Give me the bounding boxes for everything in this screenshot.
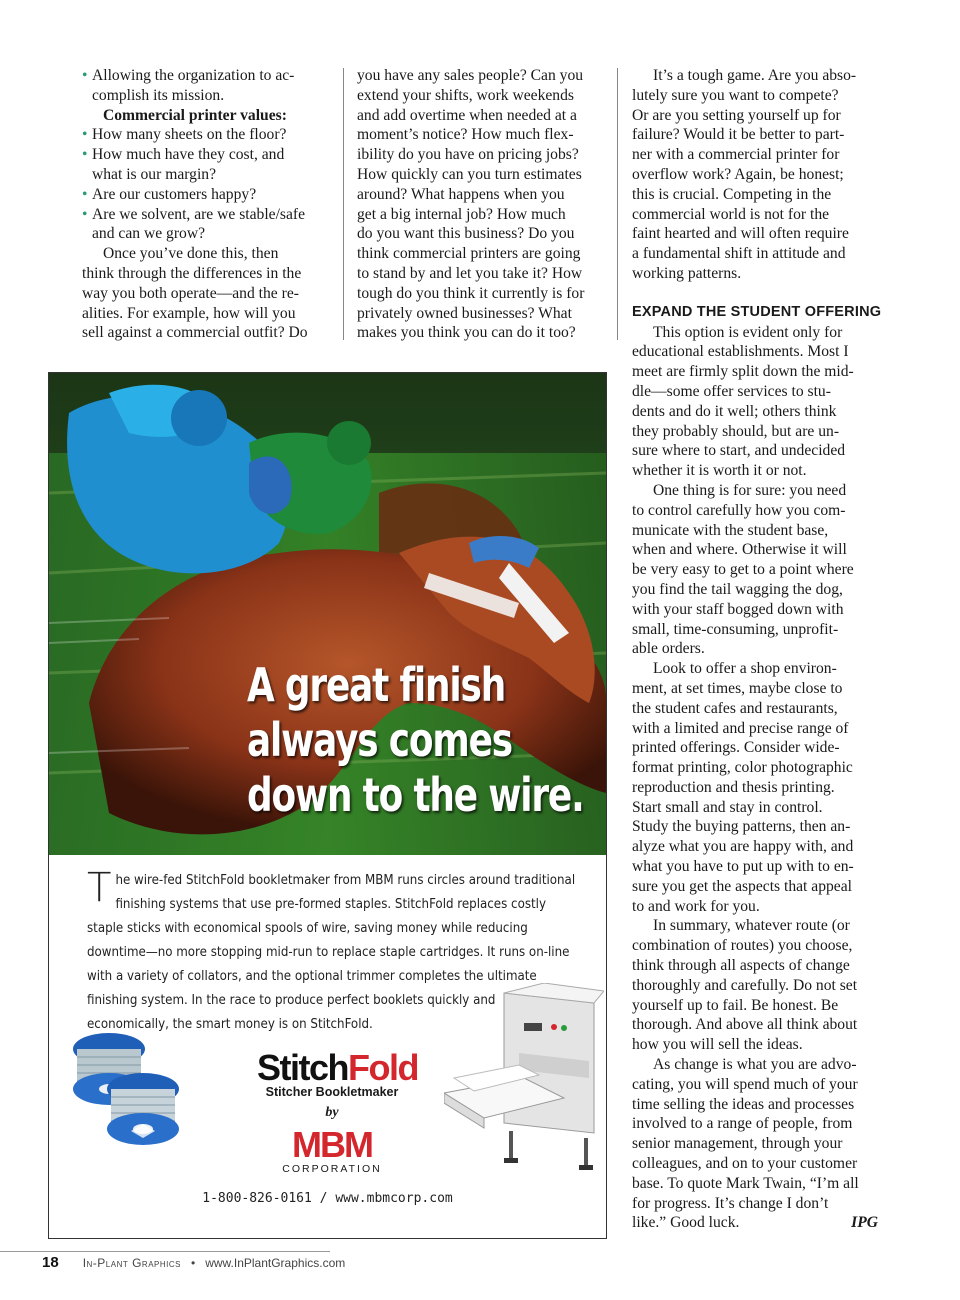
text-line: yourself up to fail. Be honest. Be (632, 996, 839, 1014)
text-line: to and work for you. (632, 897, 760, 915)
mbm-logo: MBM (292, 1124, 372, 1165)
paragraph (632, 916, 882, 1055)
text-line: around? What happens when you (357, 185, 565, 203)
text-line: do you want this business? Do you (357, 225, 575, 243)
text-line: senior management, through your (632, 1135, 843, 1153)
text-line: makes you think you can do it too? (357, 324, 576, 342)
text-line: lutely sure you want to compete? (632, 86, 839, 104)
text-line: what you have to put up with to en- (632, 858, 854, 876)
text-line: small, time-consuming, unprofit- (632, 620, 839, 638)
text-line: This option is evident only for (653, 323, 843, 341)
closing-line: like.” Good luck. IPG (632, 1214, 878, 1232)
signature: IPG (851, 1214, 878, 1232)
advertisement (48, 372, 607, 1239)
text-line: extend your shifts, work weekends (357, 86, 574, 104)
text-line: dle—some offer services to stu- (632, 382, 831, 400)
text-line: a fundamental shift in attitude and (632, 245, 846, 263)
bookletmaker-machine-image (444, 983, 604, 1173)
text-line: the student cafes and restaurants, (632, 699, 838, 717)
text-line: cating, you will spend much of your (632, 1075, 858, 1093)
wire-spools-image (67, 1025, 197, 1155)
text-line: you find the tail wagging the dog, (632, 580, 843, 598)
website-url: www.InPlantGraphics.com (205, 1256, 346, 1270)
text-line: thorough. And above all think about (632, 1016, 858, 1034)
ad-photo-horse-race (49, 373, 606, 855)
ad-headline: A great finish always comes down to the wire. (247, 658, 584, 822)
text-line: to stand by and let you take it? How (357, 264, 583, 282)
text-line: In summary, whatever route (or (653, 917, 850, 935)
text-line: you have any sales people? Can you (357, 67, 584, 84)
text-line: ment, at set times, maybe close to (632, 679, 843, 697)
text-line: when and where. Otherwise it will (632, 541, 847, 559)
text-line: alyze what you are happy with, and (632, 838, 854, 856)
bullet-item: • How much have they cost, and what is our margin? (82, 146, 285, 183)
section-heading: EXPAND THE STUDENT OFFERING (632, 303, 882, 320)
paragraph: Once you’ve done this, then think through the differences in the way you both operate—and the re- alities. For example, how will you sell against a commercial outfit? Do (82, 245, 308, 342)
subheading: Commercial printer values: (103, 106, 287, 124)
corporation-label: CORPORATION (282, 1163, 382, 1175)
publication-name: In-Plant Graphics (82, 1256, 181, 1270)
drop-cap: T (87, 865, 112, 911)
text-line: Look to offer a shop environ- (653, 660, 837, 678)
text-line: faint hearted and will often require (632, 225, 849, 243)
text-line: dents and do it well; others think (632, 402, 837, 420)
text-line: colleagues, and on to your customer (632, 1155, 858, 1173)
bullet-icon: • (82, 126, 88, 144)
text-line: able orders. (632, 640, 705, 658)
text-line: tough do you think it currently is for (357, 284, 585, 302)
text-line: for progress. It’s change I don’t (632, 1194, 829, 1212)
text-line: whether it is worth it or not. (632, 462, 807, 480)
text-line: It’s a tough game. Are you abso- (653, 67, 857, 84)
bullet-icon: • (82, 205, 88, 223)
text-line: sure where to start, and undecided (632, 442, 846, 460)
page-footer (42, 1254, 345, 1271)
text-line: with your staff bogged down with (632, 600, 844, 618)
column-3 (632, 66, 882, 1233)
text-line: printed offerings. Consider wide- (632, 739, 840, 757)
text-line: Start small and stay in control. (632, 798, 823, 816)
text-line: base. To quote Mark Twain, “I’m all (632, 1174, 859, 1192)
by-label: by (325, 1105, 339, 1120)
footer-rule (0, 1251, 330, 1252)
text-line: municate with the student base, (632, 521, 829, 539)
text-line: One thing is for sure: you need (653, 481, 847, 499)
text-line: Study the buying patterns, then an- (632, 818, 851, 836)
stitchfold-logo: StitchFold (257, 1047, 418, 1088)
text-line: be very easy to get to a point where (632, 561, 854, 579)
paragraph (632, 323, 882, 481)
text-line: educational establishments. Most I (632, 343, 849, 361)
bullet-icon: • (82, 67, 88, 84)
text-line: and add overtime when needed at a (357, 106, 577, 124)
text-line: moment’s notice? How much flex- (357, 126, 574, 144)
bullet-item: • How many sheets on the floor? (82, 126, 287, 144)
text-line: commercial world is not for the (632, 205, 830, 223)
bullet-icon: • (82, 146, 88, 164)
text-line: with a limited and precise range of (632, 719, 849, 737)
text-line: reproduction and thesis printing. (632, 778, 835, 796)
text-line: failure? Would it be better to part- (632, 126, 845, 144)
text-line: get a big internal job? How much (357, 205, 566, 223)
paragraph (632, 481, 882, 659)
text-line: working patterns. (632, 264, 742, 282)
column-2 (357, 66, 609, 343)
text-line: combination of routes) you choose, (632, 937, 853, 955)
text-line: Or are you setting yourself up for (632, 106, 841, 124)
ad-contact-line: 1-800-826-0161 / www.mbmcorp.com (202, 1191, 453, 1206)
text-line: sure you get the aspects that appeal (632, 877, 852, 895)
text-line: meet are firmly split down the mid- (632, 363, 854, 381)
page-number: 18 (42, 1254, 59, 1271)
text-line: ner with a commercial printer for (632, 146, 840, 164)
bullet-item: • Allowing the organization to ac- complish its mission. (82, 67, 295, 104)
ad-body-copy: The wire-fed StitchFold bookletmaker from MBM runs circles around traditional finishing systems that use pre-formed staples. StitchFold replaces costly staple sticks with economical spools of wire, saving money while reducing downtime—no more stopping mid-run to replace staple cartridges. It runs on-line with a variety of collators, and the optional trimmer completes the ultimate finishing system. In the race to produce perfect booklets quickly and economically, the smart money is on StitchFold. (87, 865, 576, 1032)
text-line: to control carefully how you com- (632, 501, 846, 519)
text-line: privately owned businesses? What (357, 304, 572, 322)
separator-bullet: • (190, 1256, 196, 1270)
paragraph (632, 1055, 882, 1213)
text-line: time selling the ideas and processes (632, 1095, 855, 1113)
text-line: involved to a range of people, from (632, 1115, 853, 1133)
text-line: As change is what you are advo- (653, 1056, 857, 1074)
text-line: format printing, color photographic (632, 759, 853, 777)
column-divider (617, 68, 618, 340)
logo-subtitle: Stitcher Bookletmaker (265, 1085, 399, 1099)
text-line: think through all aspects of change (632, 957, 850, 975)
text-line: ibility do you have on pricing jobs? (357, 146, 579, 164)
text-line: they probably should, but are un- (632, 422, 840, 440)
column-1 (82, 66, 332, 343)
ad-brand-block (257, 1047, 418, 1175)
paragraph (632, 66, 882, 284)
text-line: thoroughly and carefully. Do not set (632, 976, 858, 994)
text-line: overflow work? Again, be honest; (632, 165, 844, 183)
paragraph (632, 659, 882, 916)
text-line: think commercial printers are going (357, 245, 581, 263)
bullet-icon: • (82, 185, 88, 203)
column-divider (343, 68, 344, 340)
text-line: How quickly can you turn estimates (357, 165, 582, 183)
bullet-item: • Are our customers happy? (82, 185, 257, 203)
bullet-item: • Are we solvent, are we stable/safe and can we grow? (82, 205, 306, 243)
text-line: how you will sell the ideas. (632, 1036, 803, 1054)
text-line: this is crucial. Competing in the (632, 185, 832, 203)
